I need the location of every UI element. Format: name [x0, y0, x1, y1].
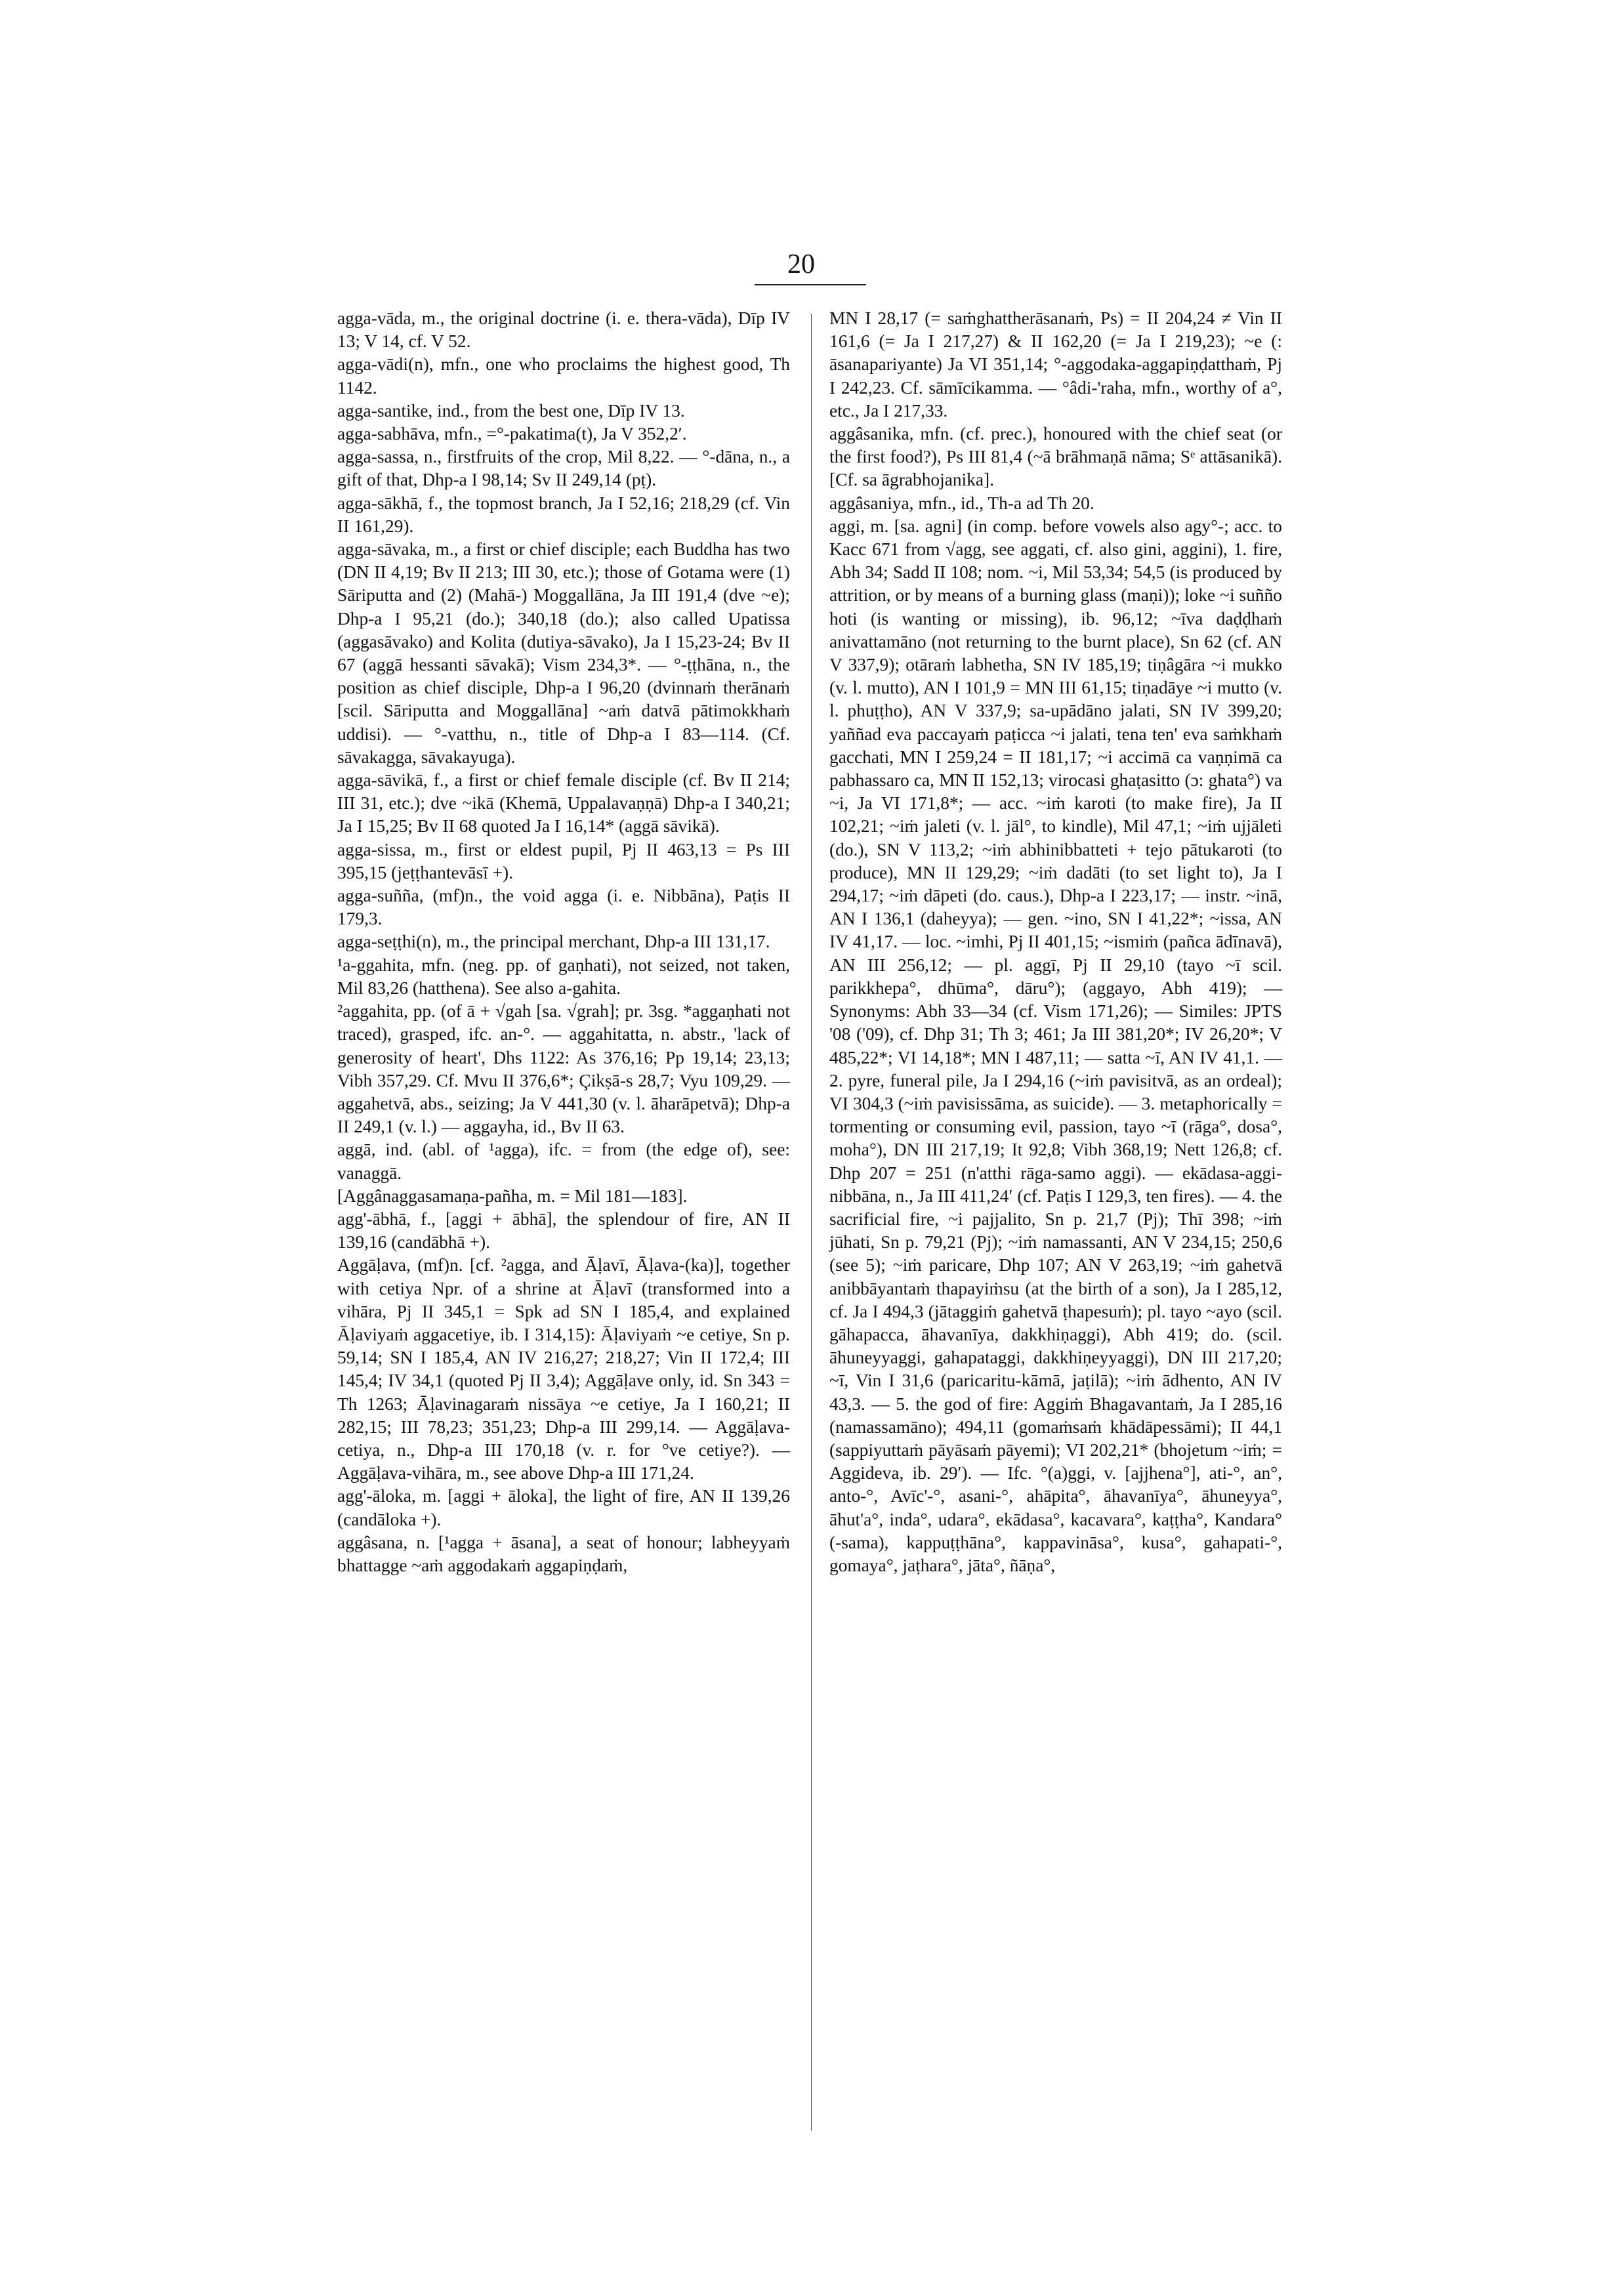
- entry: agga-sabhāva, mfn., =°-pakatima(t), Ja V 352,2′.: [337, 424, 687, 444]
- entry: ²aggahita, pp. (of ā + √gah [sa. √grah]; pr. 3sg. *aggaṇhati not traced), grasped, ifc. an-°. — aggahitatta, n. abstr., 'lack of generosity of heart', Dhs 1122: As 376,16; Pp 19,14; 23,13; Vibh 357,29. Cf. Mvu II 376,6*; Çikṣā-s 28,7; Vyu 109,29. — aggahetvā, abs., seizing; Ja V 441,30 (v. l. āharāpetvā); Dhp-a II 249,1 (v. l.) — aggayha, id., Bv II 63.: [337, 1001, 790, 1137]
- entry: agga-sāvikā, f., a first or chief female disciple (cf. Bv II 214; III 31, etc.); dve ~ikā (Khemā, Uppalavaṇṇā) Dhp-a I 340,21; Ja I 15,25; Bv II 68 quoted Ja I 16,14* (aggā sāvikā).: [337, 770, 790, 837]
- entry: agg'-ābhā, f., [aggi + ābhā], the splendour of fire, AN II 139,16 (candābhā +).: [337, 1209, 790, 1252]
- entry: aggâsanika, mfn. (cf. prec.), honoured with the chief seat (or the first food?), Ps III 81,4 (~ā brāhmaṇā nāma; Sᵉ attāsanikā). [Cf. sa āgrabhojanika].: [829, 424, 1282, 490]
- entry: agga-sākhā, f., the topmost branch, Ja I 52,16; 218,29 (cf. Vin II 161,29).: [337, 493, 790, 536]
- entry: Aggāḷava, (mf)n. [cf. ²agga, and Āḷavī, Āḷava-(ka)], together with cetiya Npr. of a shrine at Āḷavī (transformed into a vihāra, Pj II 345,1 = Spk ad SN I 185,4, and explained Āḷaviyaṁ aggacetiye, ib. I 314,15): Āḷaviyaṁ ~e cetiye, Sn p. 59,14; SN I 185,4, AN IV 216,27; 218,27; Vin II 172,4; III 145,4; IV 34,1 (quoted Pj II 3,4); Aggāḷave only, id. Sn 343 = Th 1263; Āḷavinagaraṁ nissāya ~e cetiye, Ja I 160,21; II 282,15; III 78,23; 351,23; Dhp-a III 299,14. — Aggāḷava-cetiya, n., Dhp-a III 170,18 (v. r. for °ve cetiye?). — Aggāḷava-vihāra, m., see above Dhp-a III 171,24.: [337, 1255, 790, 1483]
- entry: agg'-āloka, m. [aggi + āloka], the light of fire, AN II 139,26 (candāloka +).: [337, 1486, 790, 1529]
- page-number: 20: [787, 249, 815, 279]
- entry: agga-santike, ind., from the best one, Dīp IV 13.: [337, 400, 685, 421]
- column-divider: [811, 314, 812, 2131]
- right-column: [829, 307, 1282, 1577]
- entry: aggâsaniya, mfn., id., Th-a ad Th 20.: [829, 493, 1094, 513]
- entry: [Aggânaggasamaṇa-pañha, m. = Mil 181—183].: [337, 1186, 688, 1206]
- entry: agga-seṭṭhi(n), m., the principal merchant, Dhp-a III 131,17.: [337, 932, 770, 952]
- entry: aggā, ind. (abl. of ¹agga), ifc. = from (the edge of), see: vanaggā.: [337, 1140, 790, 1183]
- entry: agga-sissa, m., first or eldest pupil, Pj II 463,13 = Ps III 395,15 (jeṭṭhantevāsī +).: [337, 839, 790, 882]
- entry: aggâsana, n. [¹agga + āsana], a seat of honour; labheyyaṁ bhattagge ~aṁ aggodakaṁ aggapiṇḍaṁ,: [337, 1532, 790, 1575]
- entry: agga-sassa, n., firstfruits of the crop, Mil 8,22. — °-dāna, n., a gift of that, Dhp-a I 98,14; Sv II 249,14 (pṭ).: [337, 447, 790, 490]
- entry: MN I 28,17 (= saṁghattherāsanaṁ, Ps) = II 204,24 ≠ Vin II 161,6 (= Ja I 217,27) & II 162,20 (= Ja I 219,23); ~e (: āsanapariyante) Ja VI 351,14; °-aggodaka-aggapiṇḍatthaṁ, Pj I 242,23. Cf. sāmīcikamma. — °âdi-'raha, mfn., worthy of a°, etc., Ja I 217,33.: [829, 308, 1282, 421]
- entry: ¹a-ggahita, mfn. (neg. pp. of gaṇhati), not seized, not taken, Mil 83,26 (hatthena). See also a-gahita.: [337, 955, 790, 998]
- entry: agga-vādi(n), mfn., one who proclaims the highest good, Th 1142.: [337, 354, 790, 398]
- left-column: [337, 307, 790, 1577]
- entry: agga-vāda, m., the original doctrine (i. e. thera-vāda), Dīp IV 13; V 14, cf. V 52.: [337, 308, 790, 352]
- header-rule: [755, 284, 866, 285]
- entry: agga-sāvaka, m., a first or chief disciple; each Buddha has two (DN II 4,19; Bv II 213; III 30, etc.); those of Gotama were (1) Sāriputta and (2) (Mahā-) Moggallāna, Ja III 191,4 (dve ~e); Dhp-a I 95,21 (do.); 340,18 (do.); also called Upatissa (aggasāvako) and Kolita (dutiya-sāvako), Ja I 15,23-24; Bv II 67 (aggā hessanti sāvakā); Vism 234,3*. — °-ṭṭhāna, n., the position as chief disciple, Dhp-a I 96,20 (dvinnaṁ therānaṁ [scil. Sāriputta and Moggallāna] ~aṁ datvā pātimokkhaṁ uddisi). — °-vatthu, n., title of Dhp-a I 83—114. (Cf. sāvakagga, sāvakayuga).: [337, 539, 790, 767]
- entry: agga-suñña, (mf)n., the void agga (i. e. Nibbāna), Paṭis II 179,3.: [337, 886, 790, 929]
- entry: aggi, m. [sa. agni] (in comp. before vowels also agy°-; acc. to Kacc 671 from √agg, see aggati, cf. also gini, aggini), 1. fire, Abh 34; Sadd II 108; nom. ~i, Mil 53,34; 54,5 (is produced by attrition, or by means of a burning glass (maṇi)); loke ~i suñño hoti (is wanting or missing), ib. 96,12; ~īva daḍḍhaṁ anivattamāno (not returning to the burnt place), Sn 62 (cf. AN V 337,9); otāraṁ labhetha, SN IV 185,19; tiṇâgāra ~i mukko (v. l. mutto), AN I 101,9 = MN III 61,15; tiṇadāye ~i mutto (v. l. phuṭṭho), AN V 337,9; sa-upādāno jalati, SN IV 399,20; yaññad eva paccayaṁ paṭicca ~i jalati, tena ten' eva saṁkhaṁ gacchati, MN I 259,24 = II 181,17; ~i accimā ca vaṇṇimā ca pabhassaro ca, MN II 152,13; virocasi ghaṭasitto (ɔ: ghata°) va ~i, Ja VI 171,8*; — acc. ~iṁ karoti (to make fire), Ja II 102,21; ~iṁ jaleti (v. l. jāl°, to kindle), Mil 47,1; ~iṁ ujjāleti (do.), SN V 113,2; ~iṁ abhinibbatteti + tejo pātukaroti (to produce), MN II 129,29; ~iṁ dadāti (to set light to), Ja I 294,17; ~iṁ dāpeti (do. caus.), Dhp-a I 223,17; — instr. ~inā, AN I 136,1 (daheyya); — gen. ~ino, SN I 41,22*; ~issa, AN IV 41,17. — loc. ~imhi, Pj II 401,15; ~ismiṁ (pañca ādīnavā), AN III 256,12; — pl. aggī, Pj II 29,10 (tayo ~ī scil. parikkhepa°, dhūma°, dāru°); (aggayo, Abh 419); — Synonyms: Abh 33—34 (cf. Vism 171,26); — Similes: JPTS '08 ('09), cf. Dhp 31; Th 3; 461; Ja III 381,20*; IV 26,20*; V 485,22*; VI 14,18*; MN I 487,11; — satta ~ī, AN IV 41,1. — 2. pyre, funeral pile, Ja I 294,16 (~iṁ pavisitvā, as an ordeal); VI 304,3 (~iṁ pavisissāma, as suicide). — 3. metaphorically = tormenting or consuming evil, passion, tayo ~ī (rāga°, dosa°, moha°), DN III 217,19; It 92,8; Vibh 368,19; Nett 126,8; cf. Dhp 207 = 251 (n'atthi rāga-samo aggi). — ekādasa-aggi-nibbāna, n., Ja III 411,24′ (cf. Paṭis I 129,3, ten fires). — 4. the sacrificial fire, ~i pajjalito, Sn p. 21,7 (Pj); Thī 398; ~iṁ jūhati, Sn p. 79,21 (Pj); ~iṁ namassanti, AN V 234,15; 250,6 (see 5); ~iṁ paricare, Dhp 107; AN V 263,19; ~iṁ gahetvā anibbāyantaṁ thapayiṁsu (at the birth of a son), Ja I 285,12, cf. Ja I 494,3 (jātaggiṁ gahetvā ṭhapesuṁ); pl. tayo ~ayo (scil. gāhapacca, āhavanīya, dakkhiṇaggi), Abh 419; do. (scil. āhuneyyaggi, gahapataggi, dakkhiṇeyyaggi), DN III 217,20; ~ī, Vin I 31,6 (paricaritu-kāmā, jaṭilā); ~iṁ ādhento, AN IV 43,3. — 5. the god of fire: Aggiṁ Bhagavantaṁ, Ja I 285,16 (namassamāno); 494,11 (gomaṁsaṁ khādāpessāmi); II 44,1 (sappiyuttaṁ pāyāsaṁ pāyemi); VI 202,21* (bhojetum ~iṁ; = Aggideva, ib. 29′). — Ifc. °(a)ggi, v. [ajjhena°], ati-°, an°, anto-°, Avīc'-°, asani-°, ahāpita°, āhavanīya°, āhuneyya°, āhut'a°, inda°, udara°, ekādasa°, kacavara°, kaṭṭha°, Kandara° (-sama), kappuṭṭhāna°, kappavināsa°, kusa°, gahapati-°, gomaya°, jaṭhara°, jāta°, ñāṇa°,: [829, 516, 1282, 1575]
